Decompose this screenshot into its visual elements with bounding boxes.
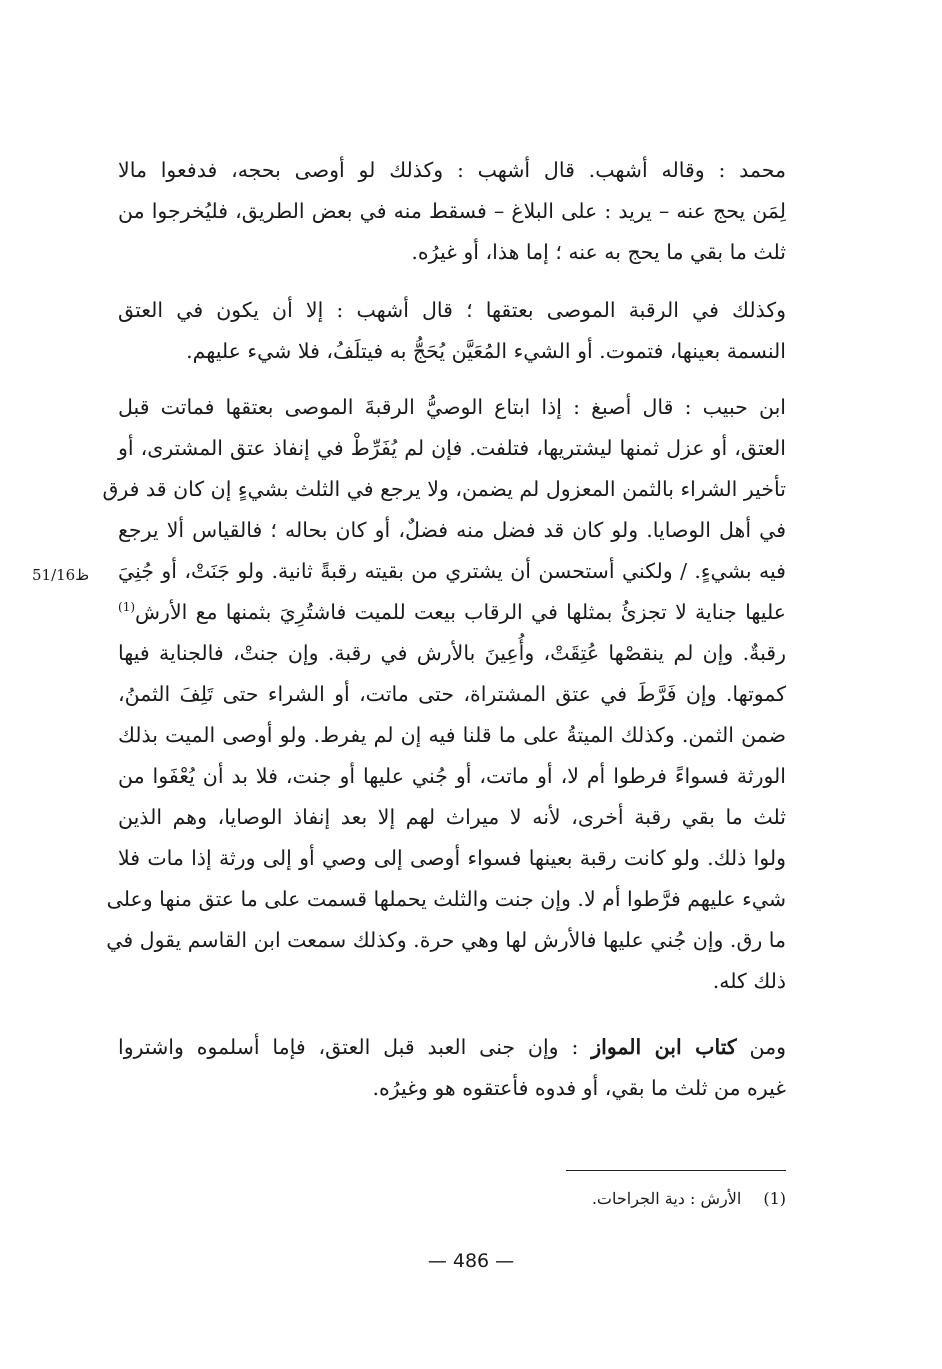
paragraph-2	[118, 290, 786, 372]
paragraph-1	[118, 150, 786, 273]
text-line: شيء عليهم فرَّطوا أم لا. وإن جنت والثلث يحملها قسمت على ما عتق منها وعلى	[106, 887, 786, 911]
text-line: : وإن جنى العبد قبل العتق، فإما أسلموه واشتروا	[118, 1035, 592, 1059]
text-line: العتق، أو عزل ثمنها ليشتريها، فتلفت. فإن لم يُفَرِّطْ في إنفاذ عتق المشترى، أو	[118, 436, 786, 460]
text-line: ما رق. وإن جُني عليها فالأرش لها وهي حرة. وكذلك سمعت ابن القاسم يقول في	[106, 928, 786, 952]
text-line-with-footnote-ref	[118, 592, 786, 633]
footnote-reference[interactable]: (1)	[118, 600, 136, 615]
text-line: الورثة فسواءً فرطوا أم لا، أو ماتت، أو جُني عليها أو جنت، فلا بد أن يُعْفَوا من	[118, 764, 786, 788]
text-line: ولوا ذلك. ولو كانت رقبة بعينها فسواء أوصى إلى وصي أو إلى ورثة إذا مات فلا	[118, 846, 786, 870]
text-line: رقبةٌ. وإن لم ينقصْها عُتِقَتْ، وأُعِينَ بالأرش في رقبة. وإن جنتْ، فالجناية فيها	[118, 641, 786, 665]
footnote-divider	[566, 1170, 786, 1171]
text-line: عليها جناية لا تجزئُ بمثلها في الرقاب بيعت للميت فاشتُرِيَ بثمنها مع الأرش	[135, 600, 786, 624]
text-line: لِمَن يحج عنه – يريد : على البلاغ – فسقط منه في بعض الطريق، فليُخرجوا من	[118, 199, 786, 223]
text-line: غيره من ثلث ما بقي، أو فدوه فأعتقوه هو وغيرُه.	[372, 1076, 786, 1100]
manuscript-folio-note: 51/16ظ	[32, 566, 90, 584]
text-line: تأخير الشراء بالثمن المعزول لم يضمن، ولا يرجع في الثلث بشيءٍ إن كان قد فرق	[102, 477, 786, 501]
paragraph-4	[118, 1027, 786, 1109]
book-title: كتاب ابن المواز	[591, 1035, 737, 1059]
page-number: — 486 —	[427, 1250, 515, 1272]
footnote-text: الأرش : دية الجراحات.	[591, 1189, 742, 1208]
text-line: وكذلك في الرقبة الموصى بعتقها ؛ قال أشهب : إلا أن يكون في العتق	[118, 298, 786, 322]
text-line	[118, 1027, 786, 1068]
footnote	[450, 1186, 786, 1212]
text-line: ضمن الثمن. وكذلك الميتةُ على ما قلنا فيه إن لم يفرط. ولو أوصى الميت بذلك	[118, 723, 786, 747]
text-line: محمد : وقاله أشهب. قال أشهب : وكذلك لو أوصى بحجه، فدفعوا مالا	[118, 158, 786, 182]
text-line: ذلك كله.	[712, 969, 786, 993]
text-line: ابن حبيب : قال أصبغ : إذا ابتاع الوصيُّ الرقبةَ الموصى بعتقها فماتت قبل	[118, 395, 786, 419]
text-line: فيه بشيءٍ. / ولكني أستحسن أن يشتري من بقيته رقبةً ثانية. ولو جَنَتْ، أو جُنِيَ	[118, 559, 786, 583]
text-line: كموتها. وإن فَرَّطَ في عتق المشتراة، حتى ماتت، أو الشراء حتى تَلِفَ الثمنُ،	[118, 682, 786, 706]
paragraph-3	[102, 387, 786, 1002]
text-line: ثلث ما بقي ما يحج به عنه ؛ إما هذا، أو غيرُه.	[411, 240, 786, 264]
text-line: في أهل الوصايا. ولو كان قد فضل منه فضلٌ، أو كان بحاله ؛ فالقياس ألا يرجع	[118, 518, 786, 542]
text-line: ثلث ما بقي رقبة أخرى، لأنه لا ميراث لهم إلا بعد إنفاذ الوصايا، وهم الذين	[118, 805, 786, 829]
text-line: النسمة بعينها، فتموت. أو الشيء المُعَيَّن يُحَجُّ به فيتلَفُ، فلا شيء عليهم.	[186, 339, 786, 363]
footnote-number: (1)	[763, 1189, 786, 1208]
lead-text: ومن	[736, 1035, 786, 1059]
